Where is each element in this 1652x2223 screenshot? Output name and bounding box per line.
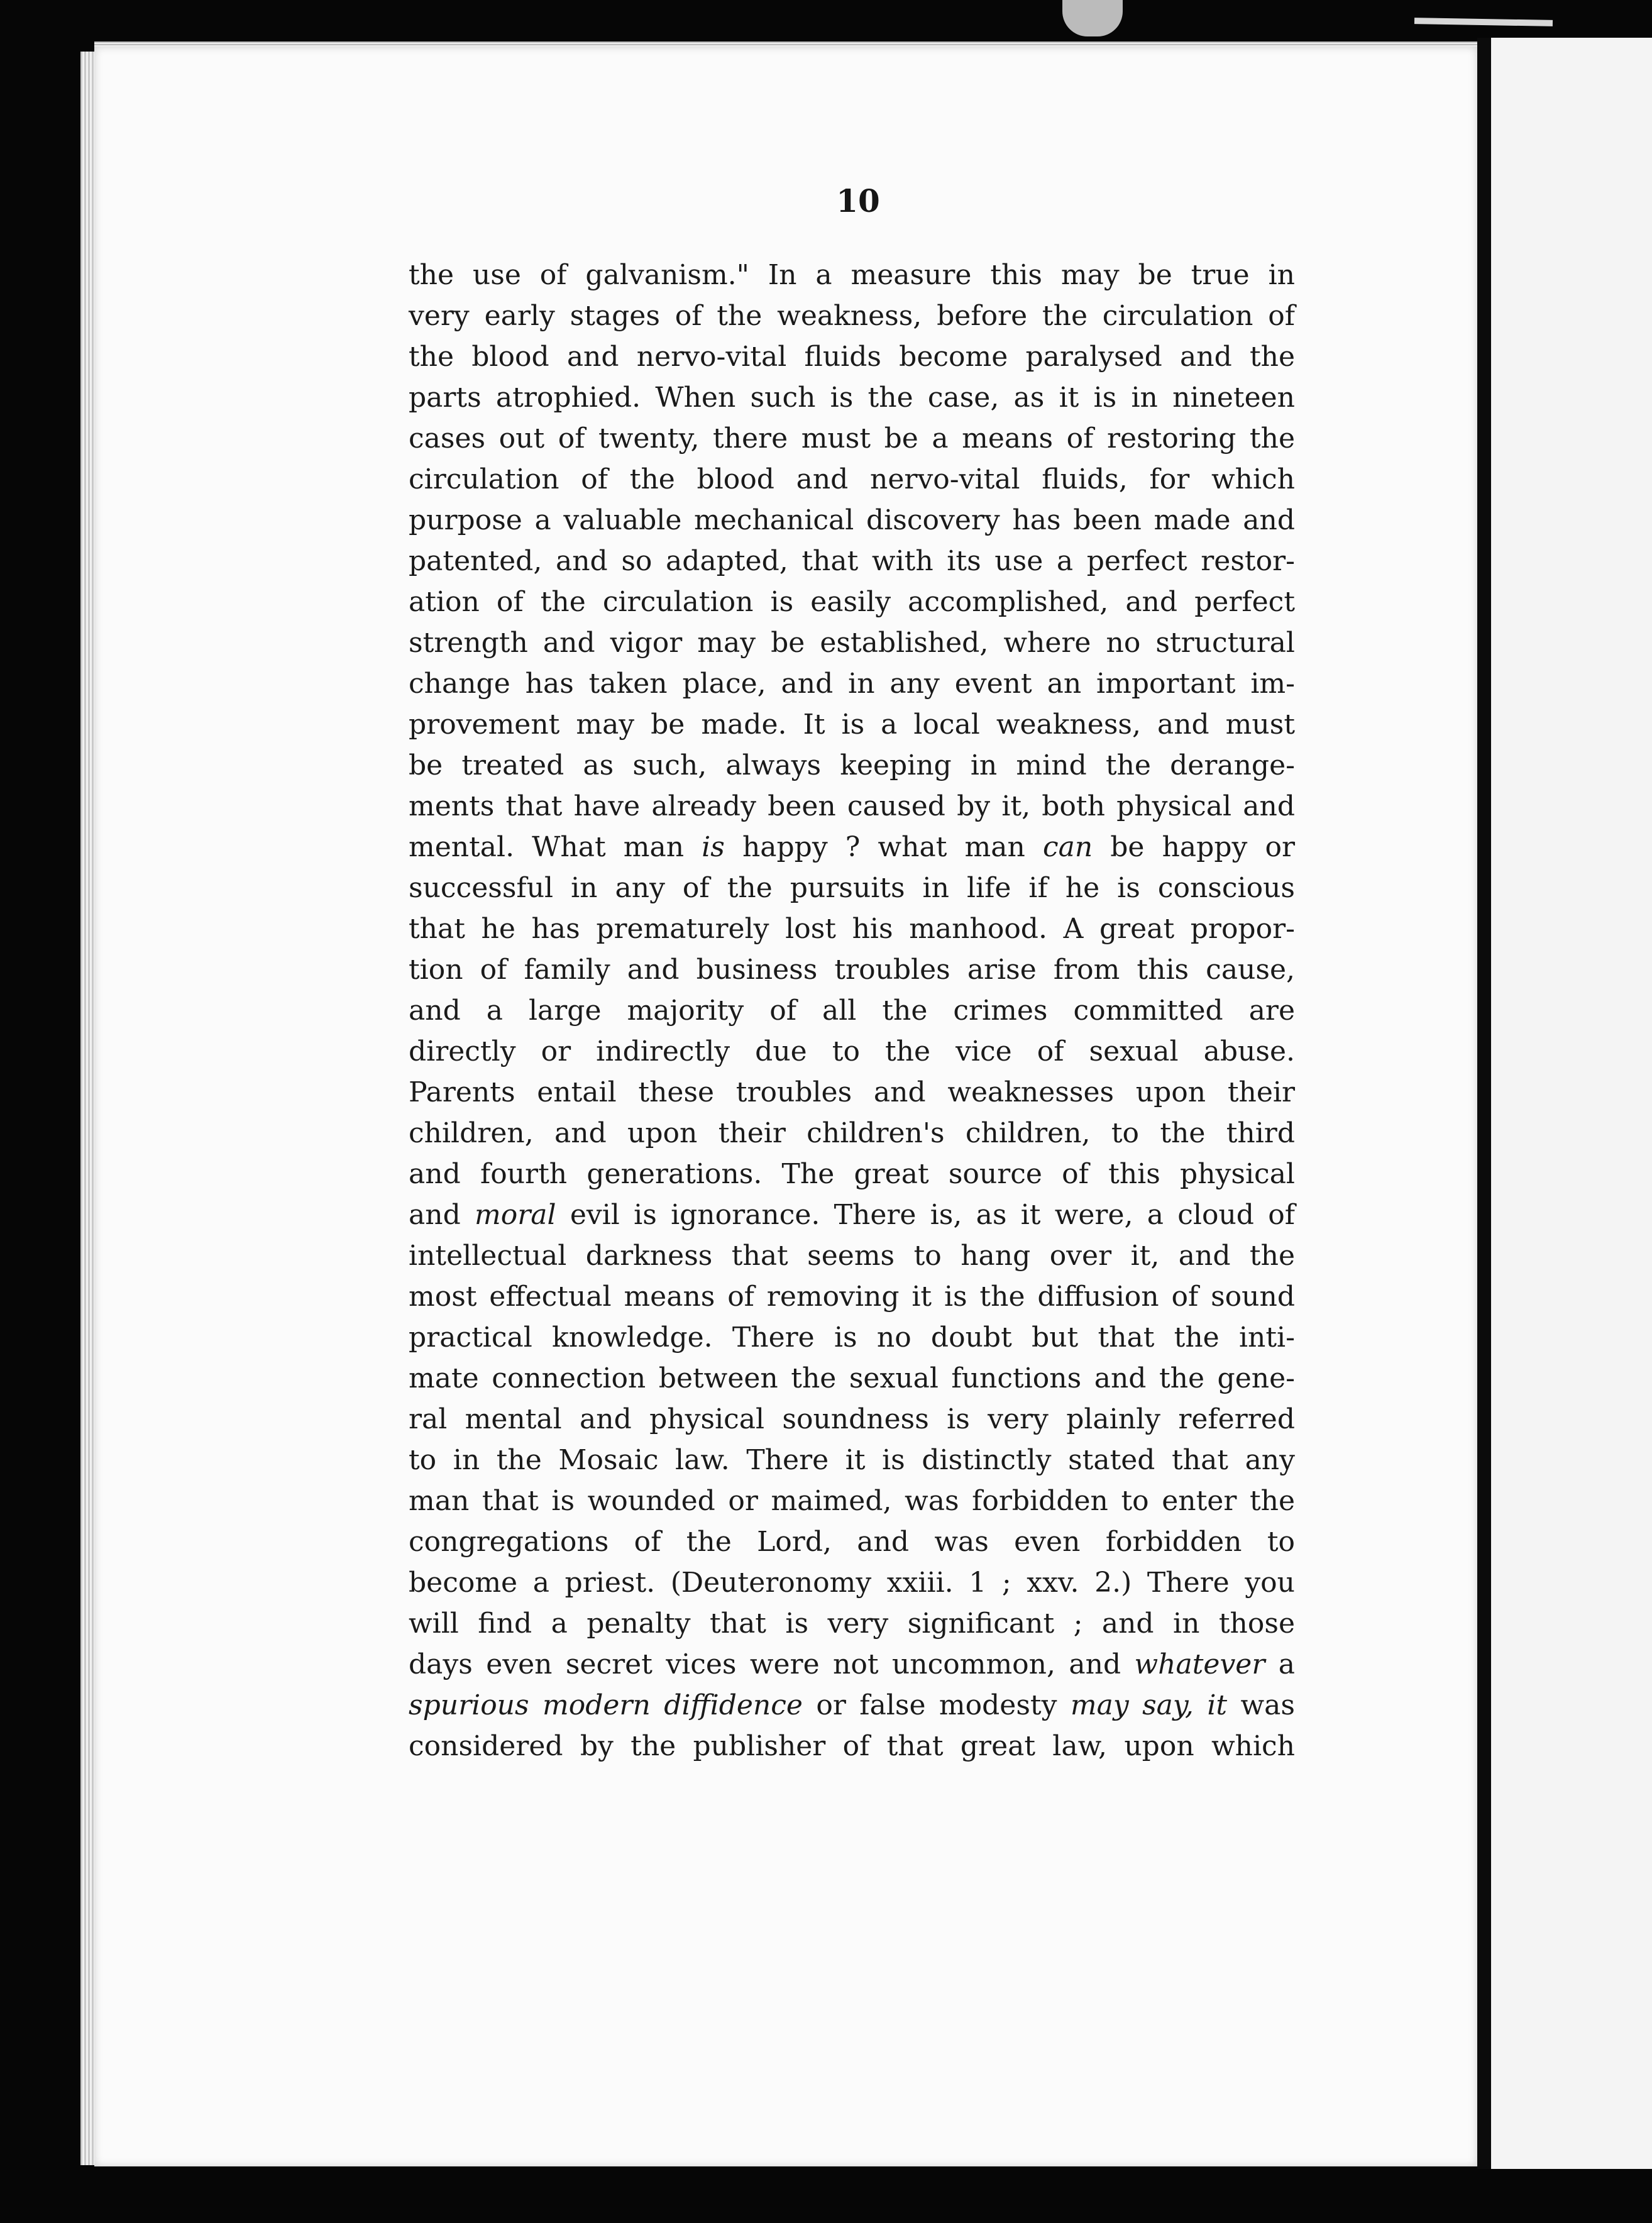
text-line: circulation of the blood and nervo-vital fluids, for which bbox=[409, 463, 1295, 495]
italic-text: can bbox=[1042, 831, 1093, 863]
text-line: children, and upon their children's children, to the third bbox=[409, 1117, 1295, 1149]
text-line: strength and vigor may be established, where no structural bbox=[409, 627, 1295, 659]
text-line: Parents entail these troubles and weaknesses upon their bbox=[409, 1076, 1295, 1108]
text-line: the blood and nervo-vital fluids become paralysed and the bbox=[409, 341, 1295, 373]
book-gutter bbox=[1477, 38, 1491, 2169]
italic-text: moral bbox=[475, 1199, 556, 1231]
text-line: provement may be made. It is a local weakness, and must bbox=[409, 709, 1295, 741]
text-line: the use of galvanism." In a measure this may be true in bbox=[409, 259, 1295, 291]
italic-text: may say, it bbox=[1070, 1689, 1228, 1721]
text-line: patented, and so adapted, that with its use a perfect restor- bbox=[409, 545, 1295, 577]
text-line: purpose a valuable mechanical discovery has been made and bbox=[409, 504, 1295, 536]
page-left-edge bbox=[80, 52, 96, 2165]
text-line: most effectual means of removing it is the diffusion of sound bbox=[409, 1281, 1295, 1313]
text-line: man that is wounded or maimed, was forbidden to enter the bbox=[409, 1485, 1295, 1517]
text-line: mental. What man is happy ? what man can be happy or bbox=[409, 831, 1295, 863]
page-number: 10 bbox=[836, 182, 880, 219]
text-line: intellectual darkness that seems to hang over it, and the bbox=[409, 1240, 1295, 1272]
text-line: spurious modern diffidence or false modesty may say, it was bbox=[409, 1689, 1295, 1721]
text-line: days even secret vices were not uncommon, and whatever a bbox=[409, 1648, 1296, 1680]
text-line: mate connection between the sexual functions and the gene- bbox=[409, 1362, 1295, 1394]
text-line: ments that have already been caused by it, both physical and bbox=[409, 790, 1295, 822]
text-line: tion of family and business troubles arise from this cause, bbox=[409, 954, 1295, 986]
text-line: parts atrophied. When such is the case, as it is in nineteen bbox=[409, 382, 1295, 414]
italic-text: spurious modern diffidence bbox=[409, 1689, 803, 1721]
text-line: successful in any of the pursuits in life if he is conscious bbox=[409, 872, 1295, 904]
text-line: will find a penalty that is very significant ; and in those bbox=[409, 1608, 1295, 1640]
scan-blemish bbox=[1062, 0, 1123, 36]
body-text bbox=[409, 255, 1295, 1767]
text-line: ation of the circulation is easily accomplished, and perfect bbox=[409, 586, 1295, 618]
text-line: and fourth generations. The great source of this physical bbox=[409, 1158, 1295, 1190]
text-line: to in the Mosaic law. There it is distinctly stated that any bbox=[409, 1444, 1295, 1476]
text-line: ral mental and physical soundness is very plainly referred bbox=[409, 1403, 1295, 1435]
text-line: congregations of the Lord, and was even forbidden to bbox=[409, 1526, 1295, 1558]
text-line: be treated as such, always keeping in mind the derange- bbox=[409, 749, 1295, 781]
text-line: become a priest. (Deuteronomy xxiii. 1 ; xxv. 2.) There you bbox=[409, 1567, 1295, 1599]
italic-text: whatever bbox=[1134, 1648, 1265, 1680]
facing-page bbox=[1491, 38, 1652, 2169]
italic-text: is bbox=[702, 831, 725, 863]
text-line: change has taken place, and in any event an important im- bbox=[409, 668, 1295, 700]
text-line: and moral evil is ignorance. There is, as it were, a cloud of bbox=[409, 1199, 1296, 1231]
text-line: considered by the publisher of that great law, upon which bbox=[409, 1730, 1295, 1762]
text-line: practical knowledge. There is no doubt but that the inti- bbox=[409, 1321, 1295, 1354]
text-line: and a large majority of all the crimes committed are bbox=[409, 995, 1295, 1027]
scan-blemish bbox=[1414, 18, 1553, 26]
text-line: very early stages of the weakness, before the circulation of bbox=[409, 300, 1295, 332]
text-line: that he has prematurely lost his manhood. A great propor- bbox=[409, 913, 1295, 945]
text-line: directly or indirectly due to the vice of sexual abuse. bbox=[409, 1035, 1295, 1067]
text-line: cases out of twenty, there must be a means of restoring the bbox=[409, 422, 1295, 455]
